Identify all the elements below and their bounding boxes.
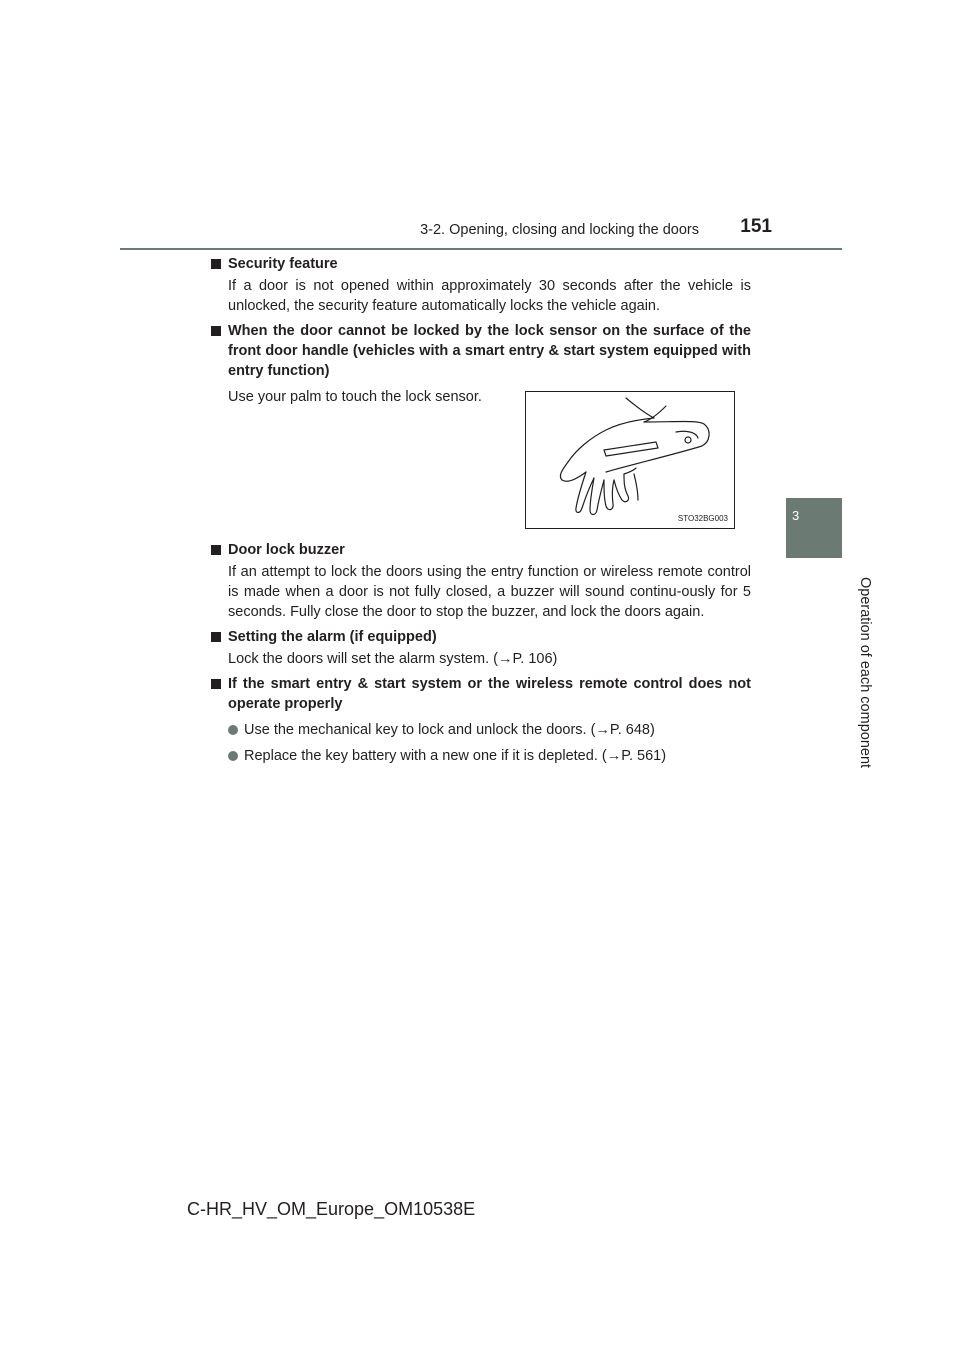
section-title: 3-2. Opening, closing and locking the doors bbox=[420, 222, 699, 238]
section-security-feature bbox=[211, 254, 751, 316]
heading-text: Setting the alarm (if equipped) bbox=[228, 629, 437, 645]
list-item bbox=[211, 746, 751, 766]
figure-code: STO32BG003 bbox=[677, 514, 728, 523]
square-bullet-icon bbox=[211, 545, 221, 555]
section-heading bbox=[211, 540, 751, 560]
square-bullet-icon bbox=[211, 632, 221, 642]
section-body: Lock the doors will set the alarm system. (→P. 106) bbox=[228, 651, 558, 667]
section-heading bbox=[211, 674, 751, 714]
heading-text: Security feature bbox=[228, 256, 338, 272]
heading-text: If the smart entry & start system or the wireless remote control does not operate properly bbox=[228, 676, 751, 712]
heading-text: Door lock buzzer bbox=[228, 542, 345, 558]
section-heading bbox=[211, 321, 751, 381]
page-number: 151 bbox=[740, 216, 772, 237]
figure-row bbox=[211, 387, 751, 535]
square-bullet-icon bbox=[211, 679, 221, 689]
section-heading bbox=[211, 627, 751, 647]
square-bullet-icon bbox=[211, 259, 221, 269]
heading-text: When the door cannot be locked by the lock sensor on the surface of the front door handle (vehicles with a smart entry & start system equipped with entry function) bbox=[228, 323, 751, 379]
hand-on-handle-icon bbox=[526, 392, 734, 528]
square-bullet-icon bbox=[211, 326, 221, 336]
page-header bbox=[120, 214, 842, 250]
list-item-text: Replace the key battery with a new one if it is depleted. (→P. 561) bbox=[244, 748, 667, 764]
door-handle-illustration bbox=[525, 391, 735, 529]
section-heading bbox=[211, 254, 751, 274]
section-door-lock-buzzer bbox=[211, 540, 751, 622]
round-bullet-icon bbox=[228, 725, 238, 735]
round-bullet-icon bbox=[228, 751, 238, 761]
section-body: If a door is not opened within approximately 30 seconds after the vehicle is unlocked, the security feature automatically locks the vehicle again. bbox=[228, 278, 751, 314]
section-smart-entry-malfunction bbox=[211, 674, 751, 766]
section-body: Use your palm to touch the lock sensor. bbox=[228, 389, 482, 405]
section-lock-sensor bbox=[211, 321, 751, 535]
list-item-text: Use the mechanical key to lock and unlock the doors. (→P. 648) bbox=[244, 722, 655, 738]
document-code: C-HR_HV_OM_Europe_OM10538E bbox=[187, 1199, 476, 1219]
chapter-title: Operation of each component bbox=[857, 577, 873, 769]
section-body: If an attempt to lock the doors using the entry function or wireless remote control is made when a door is not fully closed, a buzzer will sound continu-ously for 5 seconds. Fully close the door to stop the buzzer, and lock the doors again. bbox=[228, 564, 751, 620]
section-setting-alarm bbox=[211, 627, 751, 669]
chapter-number: 3 bbox=[792, 508, 800, 523]
list-item bbox=[211, 720, 751, 740]
page-content bbox=[211, 254, 751, 771]
chapter-tab bbox=[786, 498, 842, 558]
